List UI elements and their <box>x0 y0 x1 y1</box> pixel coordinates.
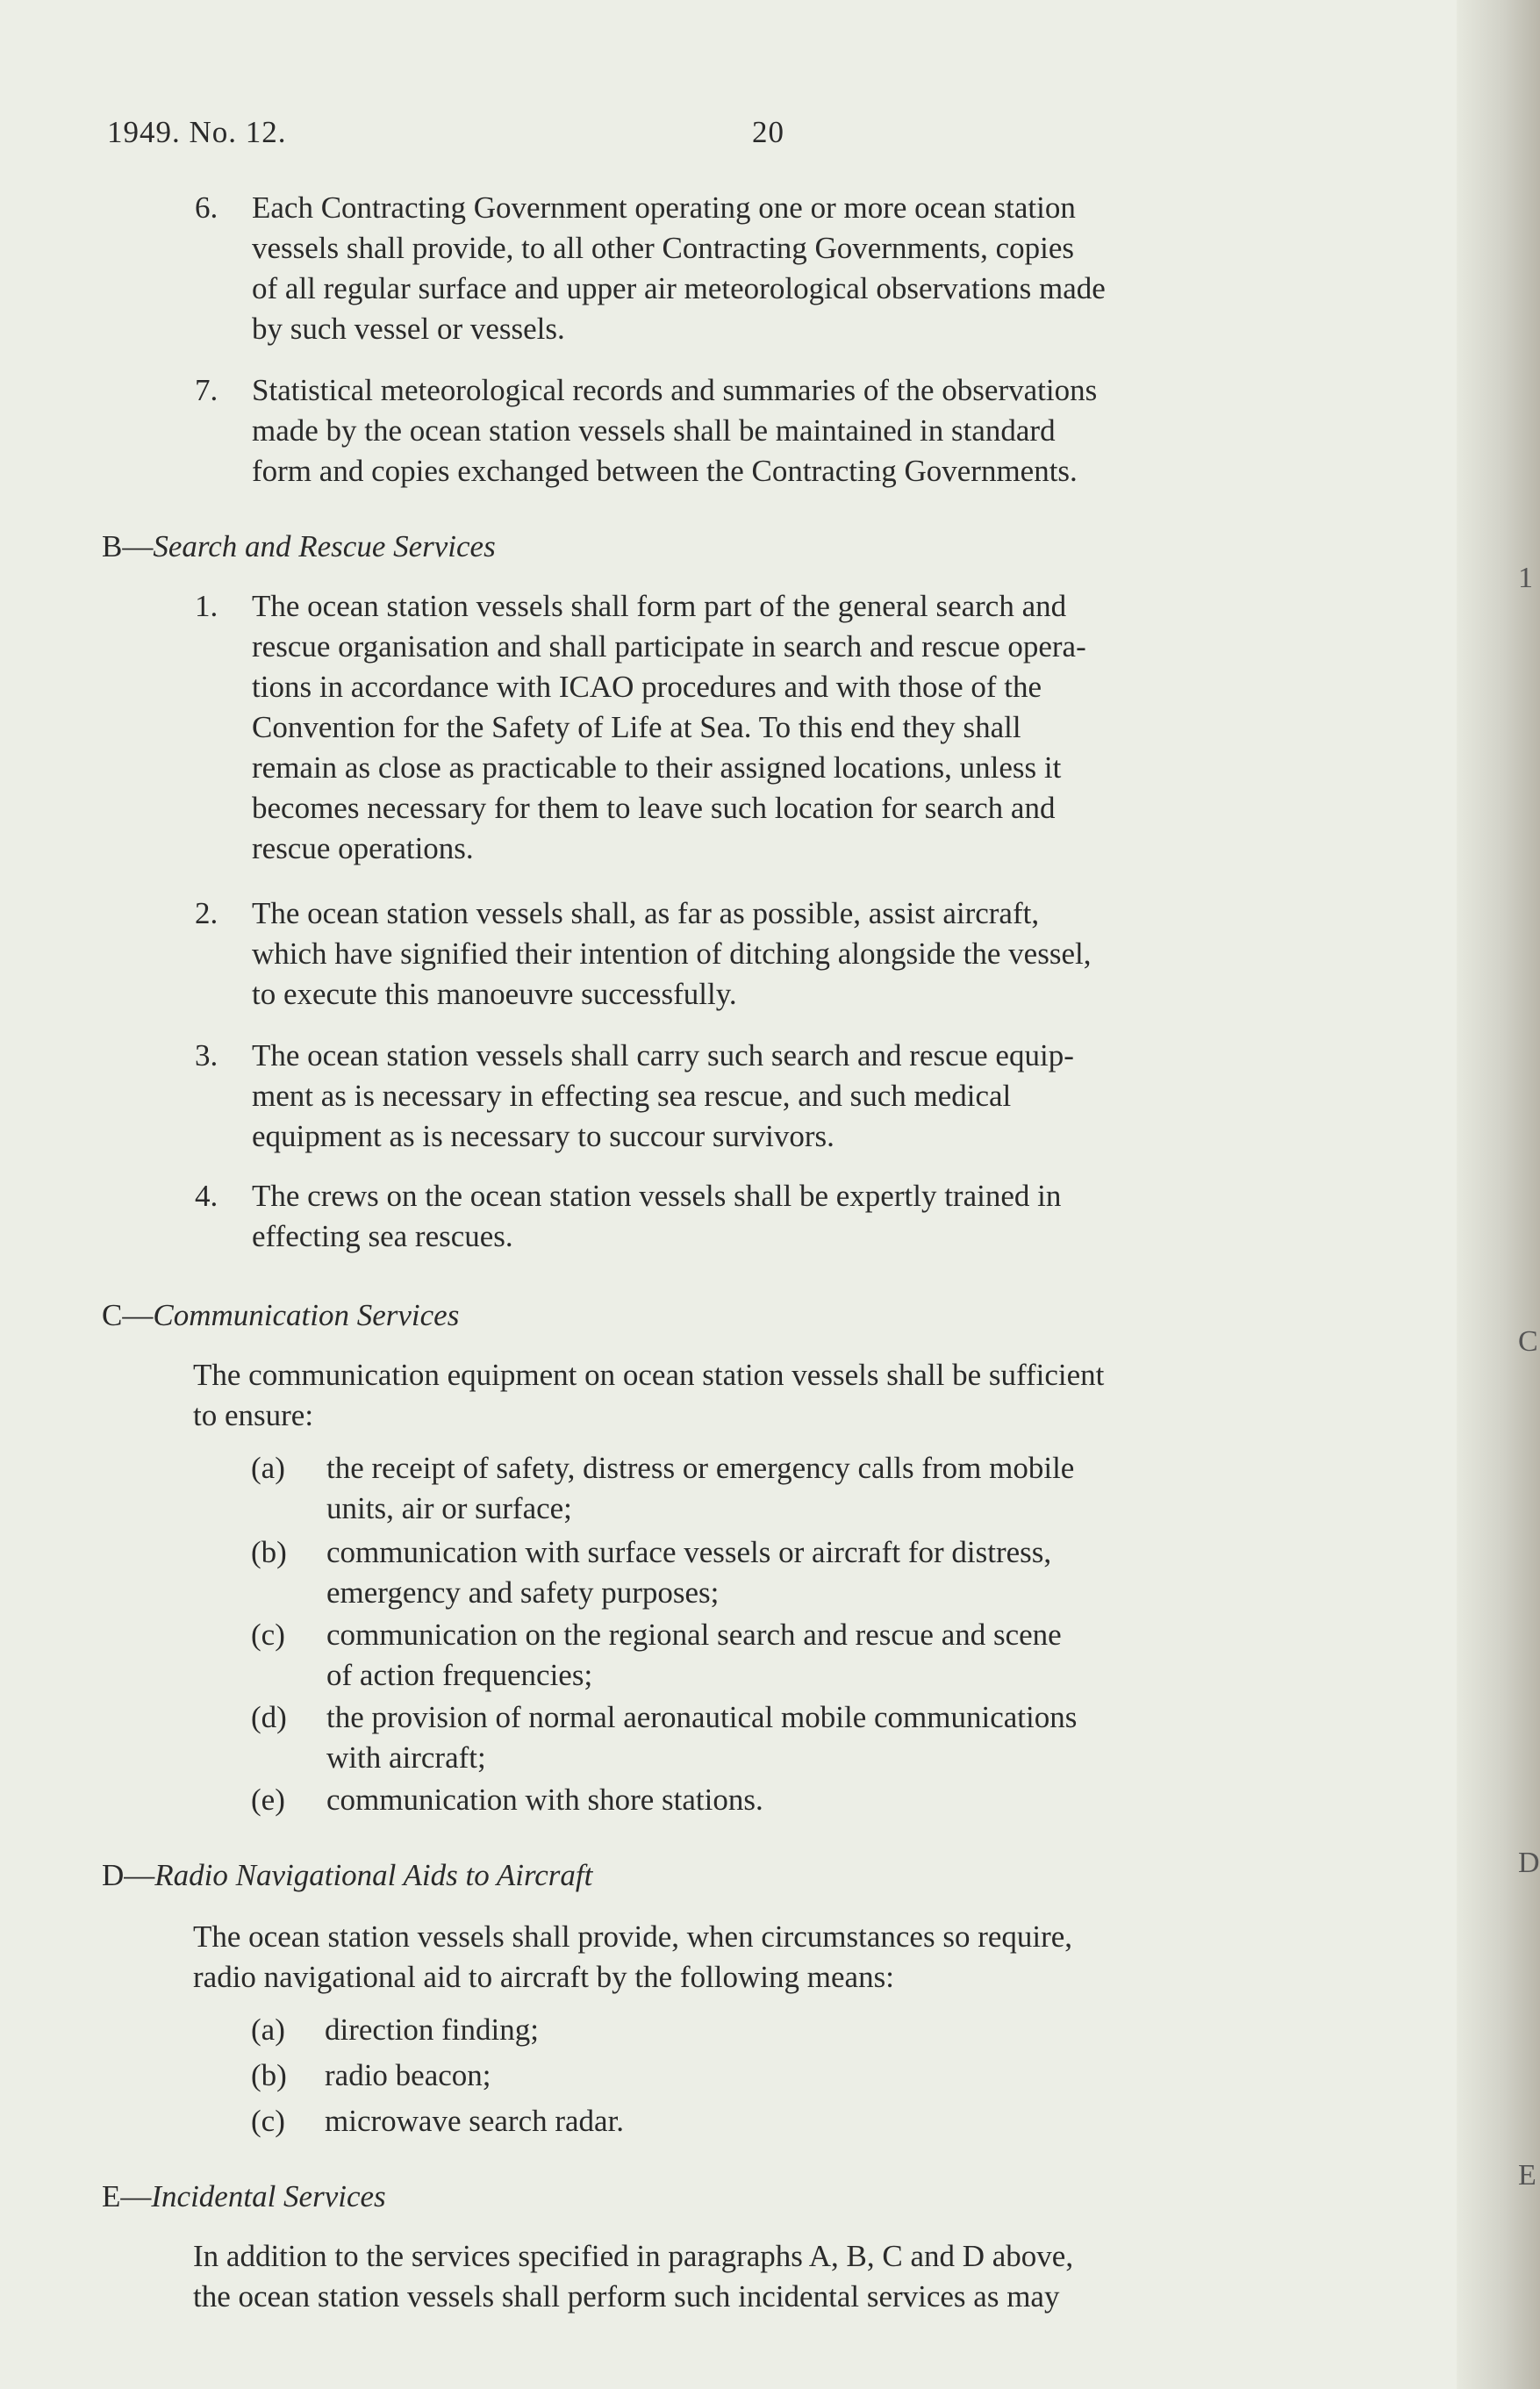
text-line: emergency and safety purposes; <box>326 1575 720 1610</box>
sub-item-label: (c) <box>251 2104 285 2138</box>
text-line: to execute this manoeuvre successfully. <box>252 977 737 1011</box>
item-text <box>252 1176 1428 1257</box>
section-title: Radio Navigational Aids to Aircraft <box>154 1858 593 1892</box>
section-title: Search and Rescue Services <box>153 529 496 563</box>
section-heading-e <box>102 2177 386 2217</box>
text-line: Each Contracting Government operating one or more ocean station <box>252 190 1076 225</box>
item-text <box>252 188 1428 349</box>
text-line: the ocean station vessels shall perform such incidental services as may <box>193 2279 1060 2314</box>
text-line: The crews on the ocean station vessels shall be expertly trained in <box>252 1179 1062 1213</box>
text-line: communication with shore stations. <box>326 1783 763 1817</box>
item-number: 7. <box>195 373 218 407</box>
section-prefix: B— <box>102 529 154 563</box>
text-line: The ocean station vessels shall, as far as possible, assist aircraft, <box>252 896 1040 930</box>
text-line: Statistical meteorological records and summaries of the observations <box>252 373 1098 407</box>
page-header <box>107 112 1492 153</box>
sub-item-text <box>325 2101 1426 2141</box>
text-line: units, air or surface; <box>326 1491 572 1525</box>
sub-item-label: (d) <box>251 1700 287 1734</box>
facing-page-mark: D <box>1518 1847 1540 1879</box>
sub-item-label: (b) <box>251 1535 287 1569</box>
section-prefix: D— <box>102 1858 155 1892</box>
item-number: 1. <box>195 589 218 623</box>
sub-item-label: (a) <box>251 1451 285 1485</box>
item-number: 3. <box>195 1038 218 1073</box>
sub-item-text <box>326 1780 1428 1820</box>
text-line: radio beacon; <box>325 2058 491 2092</box>
section-heading-d <box>102 1855 592 1896</box>
text-line: of action frequencies; <box>326 1658 593 1692</box>
sub-item-label: (a) <box>251 2012 285 2047</box>
item-text <box>252 1036 1428 1157</box>
sub-item-text <box>326 1697 1428 1778</box>
item-number: 6. <box>195 190 218 225</box>
text-line: radio navigational aid to aircraft by the following means: <box>193 1960 894 1994</box>
section-title: Communication Services <box>153 1298 460 1332</box>
text-line: In addition to the services specified in paragraphs A, B, C and D above, <box>193 2239 1074 2273</box>
text-line: The communication equipment on ocean station vessels shall be sufficient <box>193 1358 1105 1392</box>
sub-item-label: (c) <box>251 1618 285 1652</box>
text-line: form and copies exchanged between the Contracting Governments. <box>252 454 1078 488</box>
sub-item-text <box>326 1615 1428 1696</box>
sub-item-text <box>326 1532 1428 1613</box>
item-text <box>252 893 1428 1015</box>
text-line: Convention for the Safety of Life at Sea. To this end they shall <box>252 710 1021 744</box>
header-citation: 1949. No. 12. <box>107 115 287 149</box>
section-prefix: C— <box>102 1298 154 1332</box>
item-text <box>252 370 1428 491</box>
text-line: communication on the regional search and rescue and scene <box>326 1618 1062 1652</box>
text-line: communication with surface vessels or aircraft for distress, <box>326 1535 1052 1569</box>
text-line: The ocean station vessels shall provide, when circumstances so require, <box>193 1919 1073 1954</box>
section-heading-c <box>102 1295 459 1336</box>
sub-item-label: (b) <box>251 2058 287 2092</box>
text-line: the receipt of safety, distress or emergency calls from mobile <box>326 1451 1075 1485</box>
text-line: vessels shall provide, to all other Contracting Governments, copies <box>252 231 1075 265</box>
text-line: rescue organisation and shall participate in search and rescue opera- <box>252 629 1086 664</box>
section-prefix: E— <box>102 2179 152 2213</box>
facing-page-mark: 1 <box>1518 562 1533 594</box>
text-line: The ocean station vessels shall form part of the general search and <box>252 589 1067 623</box>
text-line: ment as is necessary in effecting sea rescue, and such medical <box>252 1079 1012 1113</box>
sub-item-text <box>325 2055 1426 2096</box>
section-intro <box>193 1355 1430 1436</box>
text-line: tions in accordance with ICAO procedures and with those of the <box>252 670 1042 704</box>
facing-page-mark: E <box>1518 2159 1536 2192</box>
sub-item-label: (e) <box>251 1783 285 1817</box>
sub-item-text <box>326 1448 1428 1529</box>
text-line: by such vessel or vessels. <box>252 312 565 346</box>
page-number: 20 <box>752 115 784 149</box>
text-line: of all regular surface and upper air meteorological observations made <box>252 271 1106 305</box>
facing-page-mark: C <box>1518 1325 1538 1358</box>
text-line: The ocean station vessels shall carry such search and rescue equip- <box>252 1038 1074 1073</box>
text-line: made by the ocean station vessels shall be maintained in standard <box>252 413 1056 448</box>
text-line: remain as close as practicable to their assigned locations, unless it <box>252 750 1062 785</box>
text-line: with aircraft; <box>326 1740 486 1775</box>
text-line: equipment as is necessary to succour survivors. <box>252 1119 834 1153</box>
text-line: rescue operations. <box>252 831 474 865</box>
item-text <box>252 586 1428 869</box>
text-line: which have signified their intention of ditching alongside the vessel, <box>252 936 1092 971</box>
section-heading-b <box>102 527 496 567</box>
text-line: the provision of normal aeronautical mobile communications <box>326 1700 1078 1734</box>
item-number: 4. <box>195 1179 218 1213</box>
section-intro <box>193 2236 1430 2317</box>
section-title: Incidental Services <box>151 2179 386 2213</box>
text-line: effecting sea rescues. <box>252 1219 513 1253</box>
text-line: microwave search radar. <box>325 2104 625 2138</box>
sub-item-text <box>325 2010 1426 2050</box>
text-line: to ensure: <box>193 1398 314 1432</box>
page-edge-shadow <box>1457 0 1540 2389</box>
section-intro <box>193 1917 1430 1998</box>
item-number: 2. <box>195 896 218 930</box>
text-line: direction finding; <box>325 2012 539 2047</box>
text-line: becomes necessary for them to leave such location for search and <box>252 791 1056 825</box>
